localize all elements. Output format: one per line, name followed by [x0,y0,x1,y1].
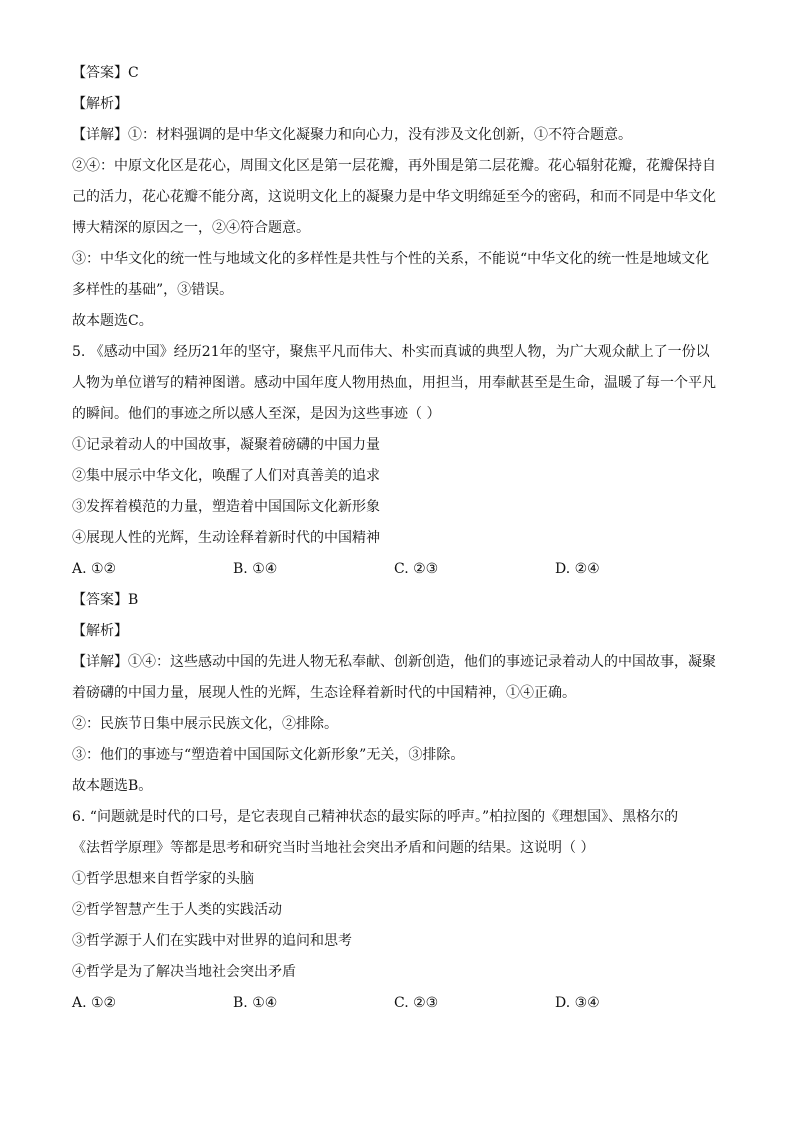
question-5-item: ②集中展示中华文化，唤醒了人们对真善美的追求 [72,468,380,484]
explanation-line: 博大精深的原因之一，②④符合题意。 [72,220,310,236]
question-5-stem: 的瞬间。他们的事迹之所以感人至深，是因为这些事迹（ ） [72,406,441,422]
analysis-label: 【解析】 [72,96,128,112]
option-c: C. ②③ [394,995,439,1011]
conclusion-line: 故本题选C。 [72,313,153,329]
question-6-stem: 《法哲学原理》等都是思考和研究当时当地社会突出矛盾和问题的结果。这说明（ ） [72,840,595,856]
explanation-line: 【详解】①④：这些感动中国的先进人物无私奉献、创新创造，他们的事迹记录着动人的中国故事，凝聚 [72,654,716,670]
question-6-options [72,988,732,1019]
question-6-item: ④哲学是为了解决当地社会突出矛盾 [72,964,296,980]
question-5-item: ①记录着动人的中国故事，凝聚着磅礴的中国力量 [72,437,380,453]
explanation-line: 【详解】①：材料强调的是中华文化凝聚力和向心力，没有涉及文化创新，①不符合题意。 [72,127,632,143]
analysis-label: 【解析】 [72,623,128,639]
question-6-item: ③哲学源于人们在实践中对世界的追问和思考 [72,933,352,949]
option-b: B. ①④ [233,995,278,1011]
explanation-line: 着磅礴的中国力量，展现人性的光辉，生态诠释着新时代的中国精神，①④正确。 [72,685,576,701]
question-5-item: ④展现人性的光辉，生动诠释着新时代的中国精神 [72,530,380,546]
question-5-options [72,554,732,585]
answer-label: 【答案】C [72,65,139,81]
option-a: A. ①② [72,561,117,577]
answer-label: 【答案】B [72,592,139,608]
option-d: D. ②④ [555,561,600,577]
explanation-line: ③：中华文化的统一性与地域文化的多样性是共性与个性的关系，不能说“中华文化的统一性是地域文化 [72,251,710,267]
conclusion-line: 故本题选B。 [72,778,153,794]
explanation-line: 己的活力，花心花瓣不能分离，这说明文化上的凝聚力是中华文明绵延至今的密码，和而不同是中华文化 [72,189,716,205]
explanation-line: ②：民族节日集中展示民族文化，②排除。 [72,716,338,732]
explanation-line: ③：他们的事迹与“塑造着中国国际文化新形象”无关，③排除。 [72,747,465,763]
explanation-line: ②④：中原文化区是花心，周围文化区是第一层花瓣，再外围是第二层花瓣。花心辐射花瓣，花瓣保持自 [72,158,716,174]
option-d: D. ③④ [555,995,600,1011]
option-b: B. ①④ [233,561,278,577]
question-6-stem: 6. “问题就是时代的口号，是它表现自己精神状态的最实际的呼声。”柏拉图的《理想国》、黑格尔的 [72,809,679,825]
option-c: C. ②③ [394,561,439,577]
option-a: A. ①② [72,995,117,1011]
question-6-item: ①哲学思想来自哲学家的头脑 [72,871,254,887]
explanation-line: 多样性的基础”，③错误。 [72,282,234,298]
question-5-item: ③发挥着模范的力量，塑造着中国国际文化新形象 [72,499,380,515]
question-5-stem: 5. 《感动中国》经历21年的坚守，聚焦平凡而伟大、朴实而真诚的典型人物，为广大观众献上了一份以 [72,344,710,360]
question-5-stem: 人物为单位谱写的精神图谱。感动中国年度人物用热血，用担当，用奉献甚至是生命，温暖了每一个平凡 [72,375,716,391]
question-6-item: ②哲学智慧产生于人类的实践活动 [72,902,282,918]
document-page [72,58,732,1019]
